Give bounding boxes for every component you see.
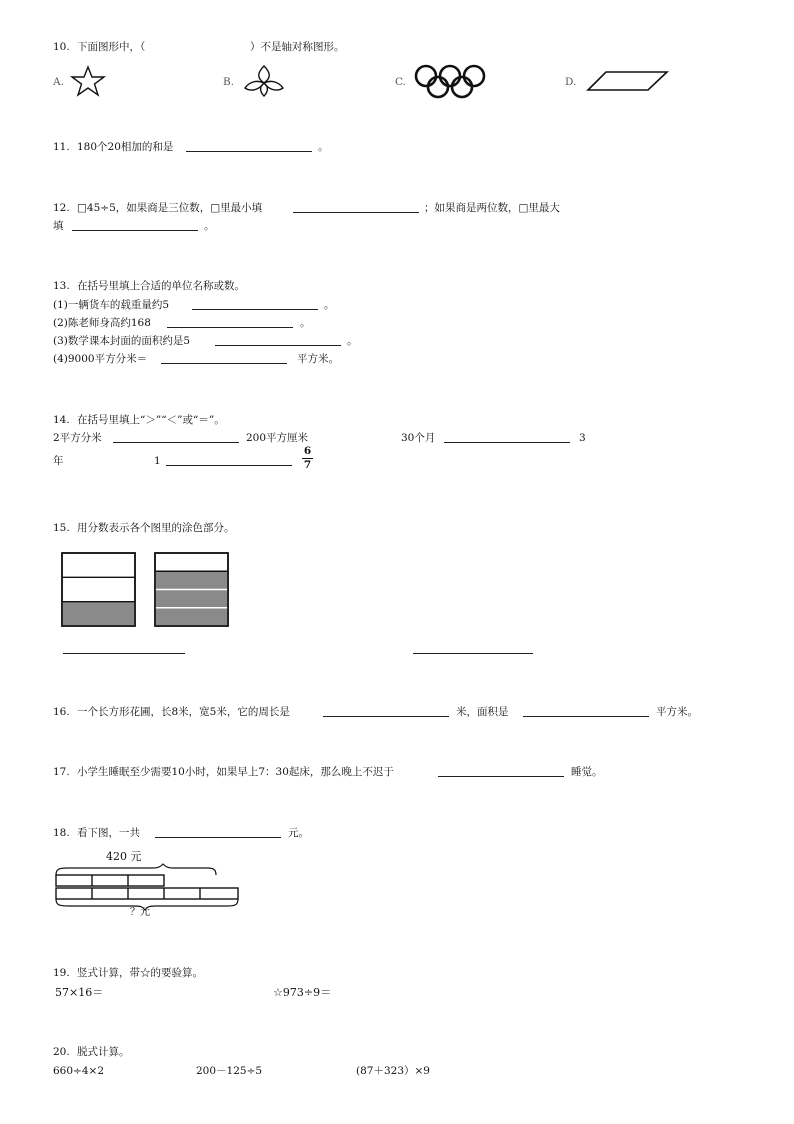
- q18-text: 看下图，一共: [77, 827, 140, 839]
- q14-c-blank[interactable]: [166, 465, 292, 466]
- olympic-rings-icon: [413, 64, 487, 100]
- q19-expression-1: 57×16＝: [55, 986, 104, 999]
- q13-item-3-blank[interactable]: [215, 345, 341, 346]
- q13-number: 13.: [53, 280, 70, 292]
- q14-a-blank[interactable]: [113, 442, 239, 443]
- q13-item-4-blank[interactable]: [161, 363, 287, 364]
- q13-item-3-end: 。: [347, 335, 358, 347]
- q12-end: 。: [204, 220, 215, 232]
- flower-shape-icon: [242, 64, 286, 98]
- q20-title: 脱式计算。: [77, 1046, 130, 1058]
- q10-option-b-label: B.: [223, 76, 235, 88]
- q18-number: 18.: [53, 827, 70, 839]
- q18-top-label: 420 元: [106, 850, 142, 863]
- q13-item-2: (2)陈老师身高约168: [53, 317, 151, 329]
- q17-end: 睡觉。: [571, 766, 603, 778]
- q18-answer-blank[interactable]: [155, 837, 281, 838]
- q13-item-1: (1)一辆货车的载重量约5: [53, 299, 170, 311]
- q17-text: 小学生睡眠至少需要10小时，如果早上7：30起床，那么晚上不迟于: [77, 766, 394, 778]
- q17-answer-blank[interactable]: [438, 776, 564, 777]
- parallelogram-icon: [586, 70, 670, 92]
- q13-item-1-end: 。: [324, 299, 335, 311]
- shaded-rectangle-figure-2: [154, 552, 230, 628]
- q20-expression-2: 200－125÷5: [196, 1065, 263, 1077]
- q16-text: 一个长方形花圃，长8米，宽5米，它的周长是: [77, 706, 290, 718]
- q11-number: 11.: [53, 141, 70, 153]
- q14-fraction-numerator: 6: [303, 445, 312, 457]
- q13-item-2-end: 。: [300, 317, 311, 329]
- q13-item-4: (4)9000平方分米＝: [53, 353, 148, 365]
- q15-answer-blank-1[interactable]: [63, 653, 185, 654]
- q20-number: 20.: [53, 1046, 70, 1058]
- q14-b-blank[interactable]: [444, 442, 570, 443]
- q11-answer-blank[interactable]: [186, 151, 312, 152]
- q16-number: 16.: [53, 706, 70, 718]
- q10-number: 10.: [53, 41, 70, 53]
- q10-option-d-label: D.: [565, 76, 577, 88]
- q14-number: 14.: [53, 414, 70, 426]
- q14-fraction: [302, 446, 313, 471]
- q14-b-right: 3: [579, 432, 586, 444]
- q14-c-left: 1: [154, 455, 161, 467]
- q14-a-right: 200平方厘米: [246, 432, 309, 444]
- q15-answer-blank-2[interactable]: [413, 653, 533, 654]
- q10-text-end: ）不是轴对称图形。: [250, 41, 345, 53]
- q12-answer-blank-2[interactable]: [72, 230, 198, 231]
- q11-end: 。: [318, 141, 329, 153]
- q14-a-left: 2平方分米: [53, 432, 102, 444]
- q13-item-1-blank[interactable]: [192, 309, 318, 310]
- q20-expression-3: (87＋323）×9: [356, 1065, 430, 1077]
- q12-text: □45÷5，如果商是三位数，□里最小填: [77, 202, 263, 214]
- q13-item-2-blank[interactable]: [167, 327, 293, 328]
- q16-perimeter-blank[interactable]: [323, 716, 449, 717]
- q18-end: 元。: [288, 827, 309, 839]
- q10-option-c-label: C.: [395, 76, 406, 88]
- q12-text-2: ；如果商是两位数，□里最大: [424, 202, 560, 214]
- q13-title: 在括号里填上合适的单位名称或数。: [77, 280, 245, 292]
- q19-number: 19.: [53, 967, 70, 979]
- q10-option-a-label: A.: [53, 76, 64, 88]
- q12-text-3: 填: [53, 220, 64, 232]
- q13-item-4-end: 平方米。: [297, 353, 339, 365]
- q20-expression-1: 660÷4×2: [53, 1065, 104, 1077]
- q11-text: 180个20相加的和是: [77, 141, 174, 153]
- shaded-rectangle-figure-1: [61, 552, 137, 628]
- q16-area-blank[interactable]: [523, 716, 649, 717]
- q14-fraction-denominator: 7: [303, 459, 312, 471]
- q14-title: 在括号里填上“＞”“＜”或“＝”。: [77, 414, 225, 426]
- q12-number: 12.: [53, 202, 70, 214]
- q10-text: 下面图形中，（: [77, 41, 146, 53]
- q17-number: 17.: [53, 766, 70, 778]
- q14-b-continued: 年: [53, 455, 64, 467]
- q13-item-3: (3)数学课本封面的面积约是5: [53, 335, 191, 347]
- q12-answer-blank-1[interactable]: [293, 212, 419, 213]
- q19-expression-2: ☆973÷9＝: [273, 986, 332, 999]
- q19-title: 竖式计算，带☆的要验算。: [77, 967, 203, 979]
- q18-bottom-label: ？元: [130, 907, 150, 918]
- star-icon: [70, 66, 106, 96]
- line-segment-diagram: [53, 863, 243, 911]
- q15-number: 15.: [53, 522, 70, 534]
- q14-b-left: 30个月: [401, 432, 436, 444]
- q16-mid: 米，面积是: [456, 706, 509, 718]
- q16-end: 平方米。: [656, 706, 698, 718]
- q15-title: 用分数表示各个图里的涂色部分。: [77, 522, 235, 534]
